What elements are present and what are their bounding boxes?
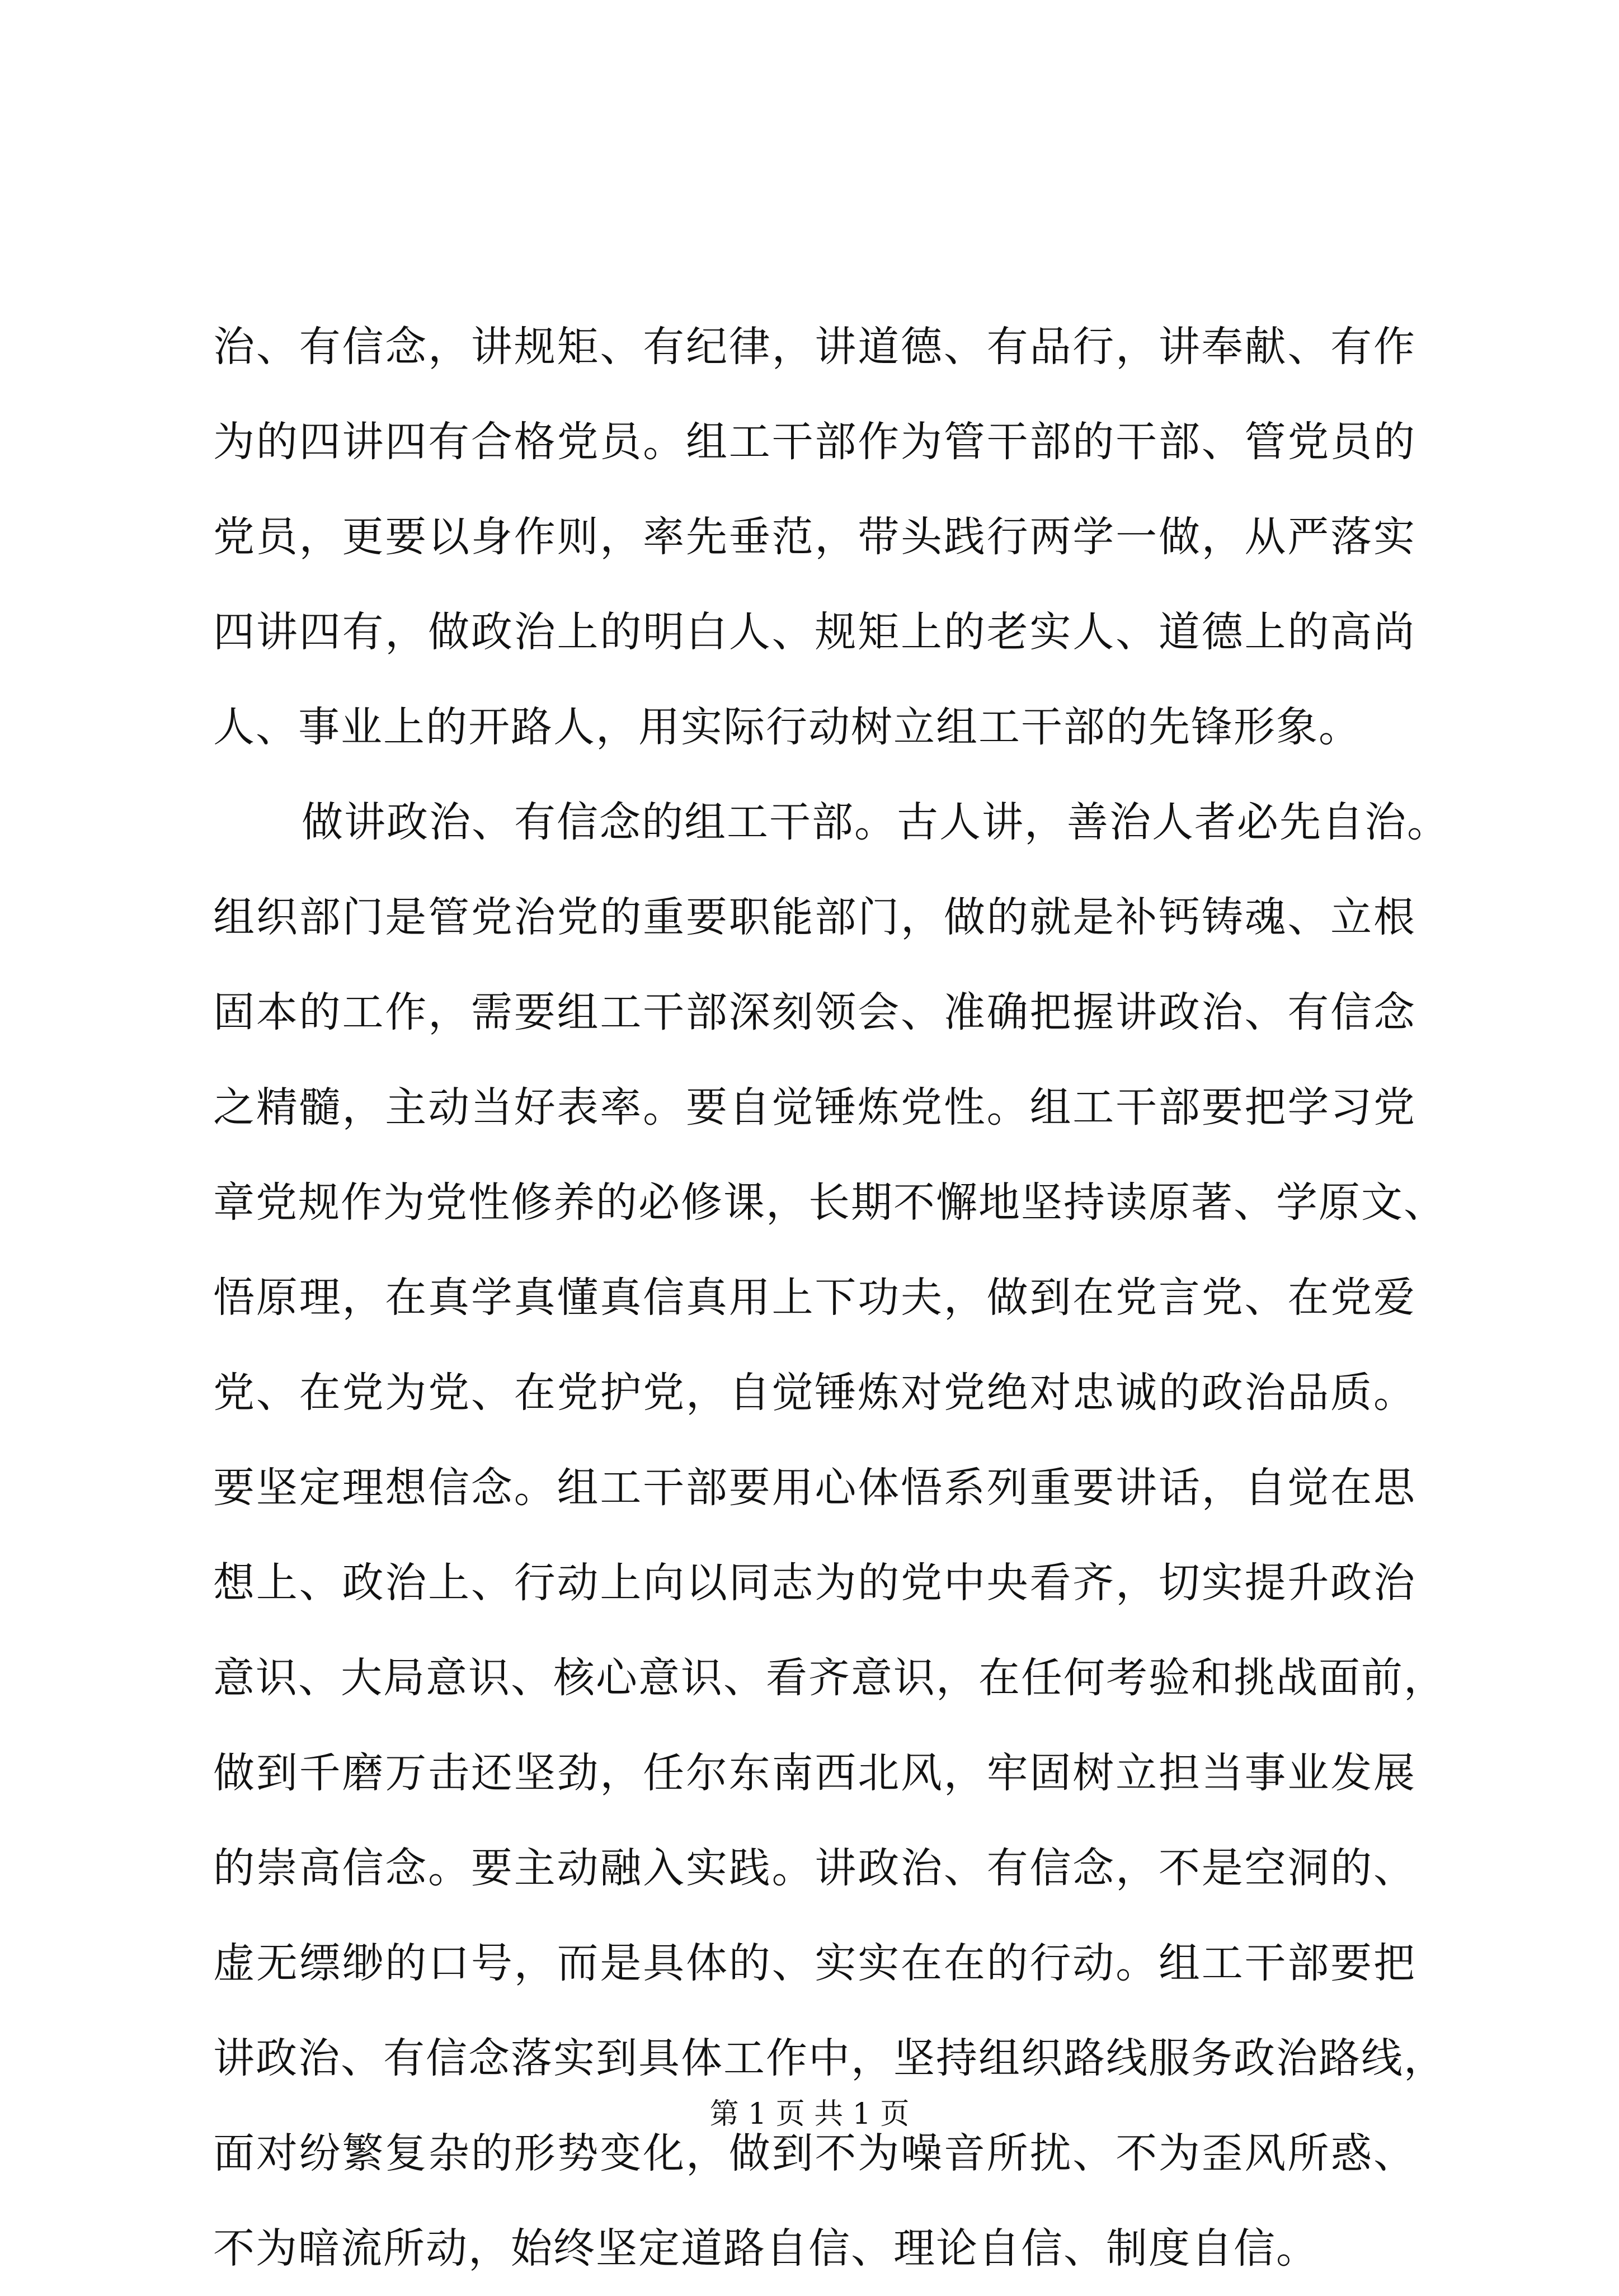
text-line: 固本的工作，需要组工干部深刻领会、准确把握讲政治、有信念 — [213, 988, 1416, 1036]
text-line: 治、有信念，讲规矩、有纪律，讲道德、有品行，讲奉献、有作 — [213, 323, 1416, 371]
document-body — [213, 299, 1449, 2296]
text-line: 为的四讲四有合格党员。组工干部作为管干部的干部、管党员的 — [213, 418, 1416, 466]
text-line: 人、事业上的开路人，用实际行动树立组工干部的先锋形象。 — [213, 703, 1361, 751]
text-line: 党、在党为党、在党护党，自觉锤炼对党绝对忠诚的政治品质。 — [213, 1369, 1416, 1417]
text-line: 讲政治、有信念落实到具体工作中，坚持组织路线服务政治路线， — [213, 2034, 1446, 2082]
text-line: 之精髓，主动当好表率。要自觉锤炼党性。组工干部要把学习党 — [213, 1083, 1416, 1132]
text-line: 做到千磨万击还坚劲，任尔东南西北风，牢固树立担当事业发展 — [213, 1749, 1416, 1797]
paragraph-2 — [213, 775, 1449, 2296]
text-line: 章党规作为党性修养的必修课，长期不懈地坚持读原著、学原文、 — [213, 1178, 1446, 1227]
text-line: 党员，更要以身作则，率先垂范，带头践行两学一做，从严落实 — [213, 513, 1416, 561]
page-footer: 第 1 页 共 1 页 — [709, 2097, 910, 2131]
text-line: 面对纷繁复杂的形势变化，做到不为噪音所扰、不为歪风所惑、 — [213, 2129, 1416, 2177]
text-line: 的崇高信念。要主动融入实践。讲政治、有信念，不是空洞的、 — [213, 1844, 1416, 1892]
text-line: 四讲四有，做政治上的明白人、规矩上的老实人、道德上的高尚 — [213, 608, 1416, 656]
text-line: 虚无缥缈的口号，而是具体的、实实在在的行动。组工干部要把 — [213, 1939, 1416, 1987]
text-line: 组织部门是管党治党的重要职能部门，做的就是补钙铸魂、立根 — [213, 893, 1416, 941]
text-line: 想上、政治上、行动上向以同志为的党中央看齐，切实提升政治 — [213, 1559, 1416, 1607]
text-line: 悟原理，在真学真懂真信真用上下功夫，做到在党言党、在党爱 — [213, 1274, 1416, 1322]
text-line: 意识、大局意识、核心意识、看齐意识，在任何考验和挑战面前， — [213, 1654, 1446, 1702]
text-line: 要坚定理想信念。组工干部要用心体悟系列重要讲话，自觉在思 — [213, 1464, 1416, 1512]
paragraph-1 — [213, 299, 1416, 775]
text-line: 做讲政治、有信念的组工干部。古人讲，善治人者必先自治。 — [302, 798, 1449, 846]
text-line: 不为暗流所动，始终坚定道路自信、理论自信、制度自信。 — [213, 2224, 1319, 2273]
